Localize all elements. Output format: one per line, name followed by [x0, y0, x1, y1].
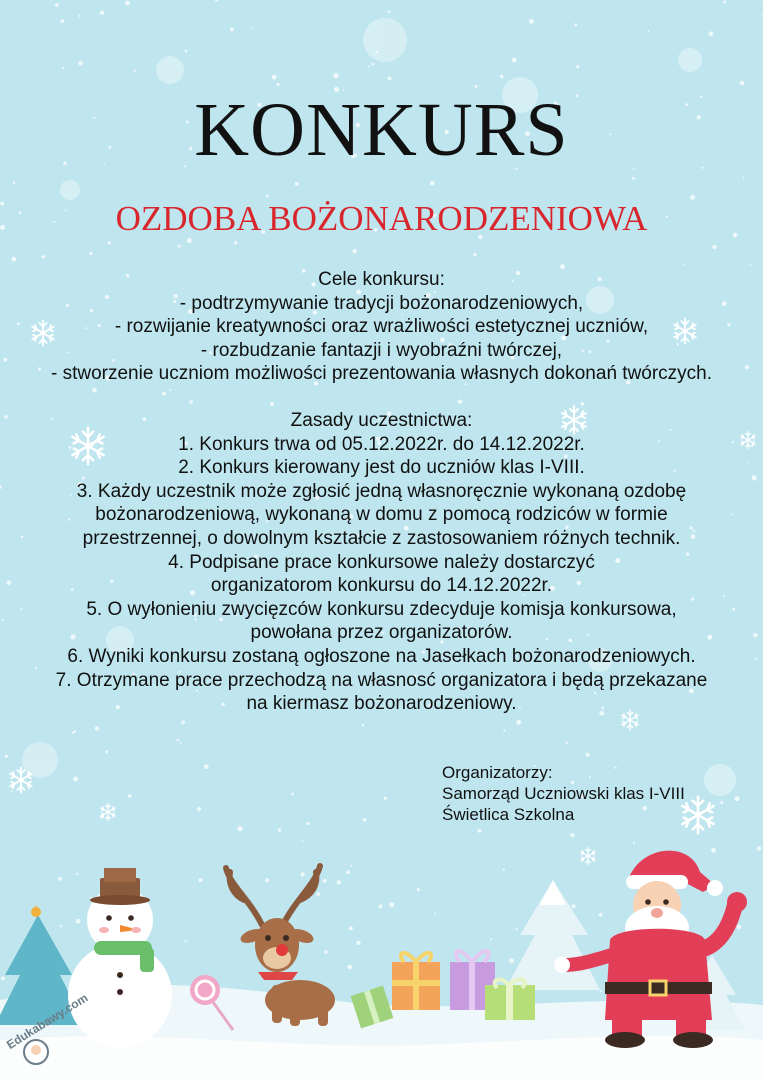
rules-section	[0, 409, 763, 716]
goals-item: - stworzenie uczniom możliwości prezentowania własnych dokonań twórczych.	[50, 363, 713, 385]
goals-item: - rozwijanie kreatywności oraz wrażliwości estetycznej uczniów,	[114, 316, 649, 338]
page-title: KONKURS	[194, 88, 569, 172]
rules-line: bożonarodzeniową, wykonaną w domu z pomocą rodziców w formie	[95, 504, 668, 526]
rules-line: organizatorom konkursu do 14.12.2022r.	[210, 575, 553, 597]
organizer-name: Świetlica Szkolna	[442, 805, 575, 824]
organizer-name: Samorząd Uczniowski klas I-VIII	[442, 784, 685, 803]
rules-line: 6. Wyniki konkursu zostaną ogłoszone na Jasełkach bożonarodzeniowych.	[67, 645, 696, 667]
rules-line: 7. Otrzymane prace przechodzą na własnosć organizatora i będą przekazane	[55, 669, 708, 691]
goals-item: - rozbudzanie fantazji i wyobraźni twórczej,	[200, 339, 563, 361]
rules-line: przestrzennej, o dowolnym kształcie z zastosowaniem różnych technik.	[82, 527, 681, 549]
organizers-section	[442, 762, 685, 825]
organizers-heading: Organizatorzy:	[442, 763, 553, 782]
rules-heading: Zasady uczestnictwa:	[290, 410, 473, 431]
page-subtitle: OZDOBA BOŻONARODZENIOWA	[115, 199, 648, 238]
watermark-text: Edukabawy.com	[4, 990, 91, 1052]
rules-line: 2. Konkurs kierowany jest do uczniów klas I-VIII.	[178, 457, 585, 479]
rules-line: na kiermasz bożonarodzeniowy.	[246, 693, 517, 715]
rules-line: 1. Konkurs trwa od 05.12.2022r. do 14.12.2022r.	[178, 433, 585, 455]
goals-item: - podtrzymywanie tradycji bożonarodzeniowych,	[179, 292, 584, 314]
rules-line: 3. Każdy uczestnik może zgłosić jedną własnoręcznie wykonaną ozdobę	[76, 480, 687, 502]
goals-section	[0, 268, 763, 386]
rules-line: 5. O wyłonieniu zwycięzców konkursu zdecyduje komisja konkursowa,	[86, 598, 677, 620]
goals-heading: Cele konkursu:	[318, 269, 445, 290]
rules-line: 4. Podpisane prace konkursowe należy dostarczyć	[168, 551, 595, 573]
rules-line: powołana przez organizatorów.	[250, 622, 513, 644]
